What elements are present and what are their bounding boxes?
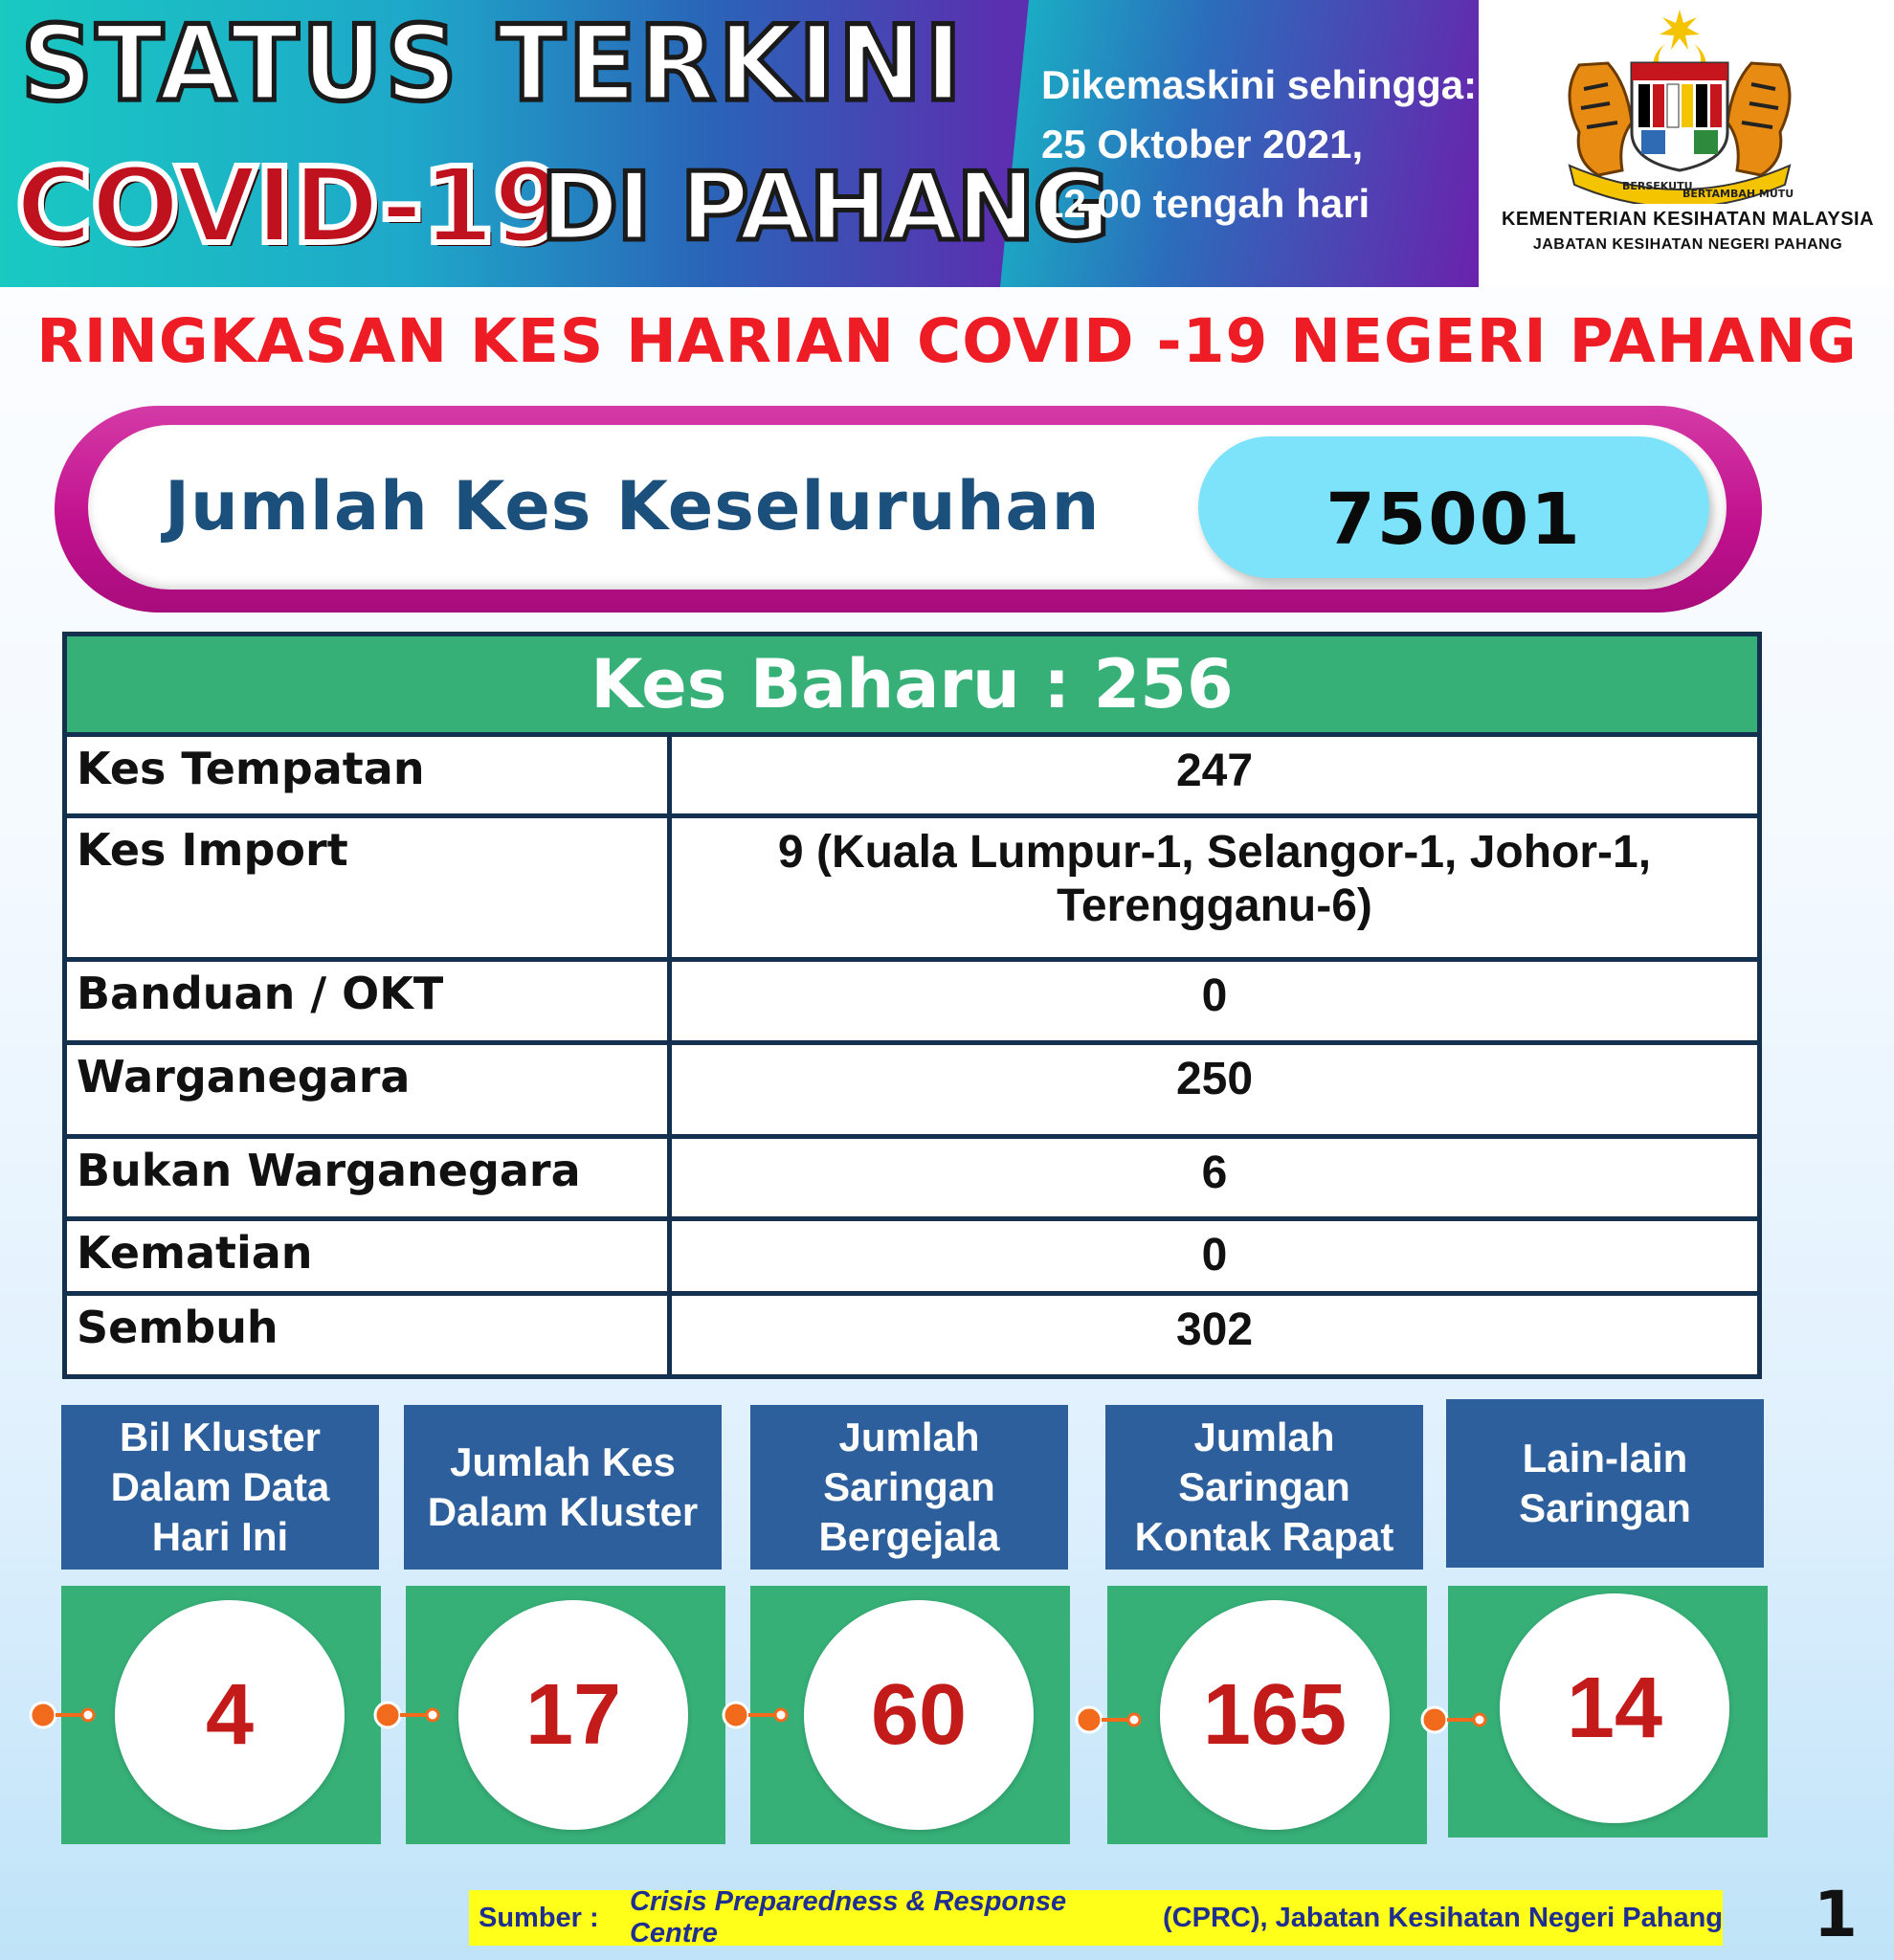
stat-label-symptomatic-screening	[750, 1405, 1068, 1570]
stat-label-line: Saringan	[1519, 1485, 1691, 1530]
table-row	[67, 1221, 1757, 1296]
malaysia-coat-of-arms-logo	[1550, 8, 1809, 204]
total-cases-value: 75001	[1326, 479, 1582, 561]
update-line-1: Dikemaskini sehingga:	[1041, 62, 1478, 107]
row-value: 0	[1201, 1230, 1228, 1281]
row-label: Banduan / OKT	[67, 962, 672, 1040]
ministry-name: KEMENTERIAN KESIHATAN MALAYSIA	[1501, 209, 1875, 230]
total-cases-label: Jumlah Kes Keseluruhan	[165, 467, 1101, 546]
stat-label-clusters	[61, 1405, 379, 1570]
title-di-pahang: DI PAHANG	[541, 153, 1108, 262]
table-row	[67, 1045, 1757, 1139]
connector-dot-icon	[1075, 1705, 1144, 1734]
row-label: Kematian	[67, 1221, 672, 1291]
row-value: 9 (Kuala Lumpur-1, Selangor-1, Johor-1, Terengganu-6)	[777, 827, 1652, 931]
header	[0, 0, 1894, 287]
table-row	[67, 1296, 1757, 1374]
row-value: 302	[1175, 1304, 1254, 1355]
stat-label-other-screening	[1446, 1399, 1764, 1568]
stat-value-symptomatic-screening: 60	[804, 1600, 1034, 1830]
row-label: Sembuh	[67, 1296, 672, 1374]
ministry-caption	[1482, 209, 1894, 254]
update-line-3: 12.00 tengah hari	[1041, 181, 1370, 226]
page-number: 1	[1814, 1878, 1858, 1951]
stat-label-line: Hari Ini	[151, 1514, 289, 1559]
stat-label-line: Jumlah	[838, 1414, 980, 1459]
new-cases-header: Kes Baharu : 256	[67, 636, 1757, 737]
department-name: JABATAN KESIHATAN NEGERI PAHANG	[1532, 236, 1843, 253]
update-line-2: 25 Oktober 2021,	[1041, 122, 1364, 167]
stat-label-line: Saringan	[1178, 1464, 1350, 1509]
stat-value-other-screening: 14	[1500, 1593, 1729, 1823]
stat-label-close-contact-screening	[1105, 1405, 1423, 1570]
stat-label-line: Bergejala	[818, 1514, 1000, 1559]
stat-label-line: Dalam Kluster	[427, 1489, 699, 1534]
stat-label-line: Kontak Rapat	[1134, 1514, 1394, 1559]
row-value: 250	[1175, 1054, 1254, 1104]
source-department: (CPRC), Jabatan Kesihatan Negeri Pahang	[1154, 1902, 1723, 1933]
crest-motto-2: BERTAMBAH MUTU	[1682, 188, 1794, 200]
stat-label-line: Dalam Data	[110, 1464, 330, 1509]
source-organisation: Crisis Preparedness & Response Centre	[629, 1886, 1067, 1949]
row-label: Kes Tempatan	[67, 737, 672, 813]
row-value: 0	[1201, 970, 1228, 1021]
crest-motto-1: BERSEKUTU	[1622, 180, 1693, 192]
stat-label-line: Saringan	[823, 1464, 995, 1509]
row-value: 6	[1201, 1147, 1228, 1198]
stat-label-line: Jumlah Kes	[450, 1439, 676, 1484]
table-row	[67, 1139, 1757, 1221]
stat-value-clusters: 4	[115, 1600, 345, 1830]
source-note	[469, 1886, 1723, 1949]
stat-label-line: Jumlah	[1193, 1414, 1335, 1459]
title-status-terkini: STATUS TERKINI	[21, 1, 965, 125]
title-covid-19: COVID-19	[15, 145, 565, 267]
stat-label-line: Lain-lain	[1522, 1436, 1688, 1481]
row-label: Warganegara	[67, 1045, 672, 1134]
stat-label-line: Bil Kluster	[119, 1414, 322, 1459]
row-value: 247	[1175, 746, 1254, 796]
stat-value-cluster-cases: 17	[458, 1600, 688, 1830]
update-timestamp	[1041, 56, 1478, 234]
source-label: Sumber :	[479, 1902, 599, 1933]
connector-dot-icon	[373, 1701, 442, 1729]
connector-dot-icon	[1420, 1705, 1489, 1734]
connector-dot-icon	[29, 1701, 98, 1729]
table-row	[67, 737, 1757, 818]
table-row	[67, 818, 1757, 962]
stat-value-close-contact-screening: 165	[1160, 1600, 1390, 1830]
table-row	[67, 962, 1757, 1045]
stat-label-cluster-cases	[404, 1405, 722, 1570]
connector-dot-icon	[722, 1701, 791, 1729]
row-label: Kes Import	[67, 818, 672, 957]
summary-heading: RINGKASAN KES HARIAN COVID -19 NEGERI PAHANG	[36, 306, 1858, 376]
new-cases-table	[62, 632, 1762, 1379]
row-label: Bukan Warganegara	[67, 1139, 672, 1216]
